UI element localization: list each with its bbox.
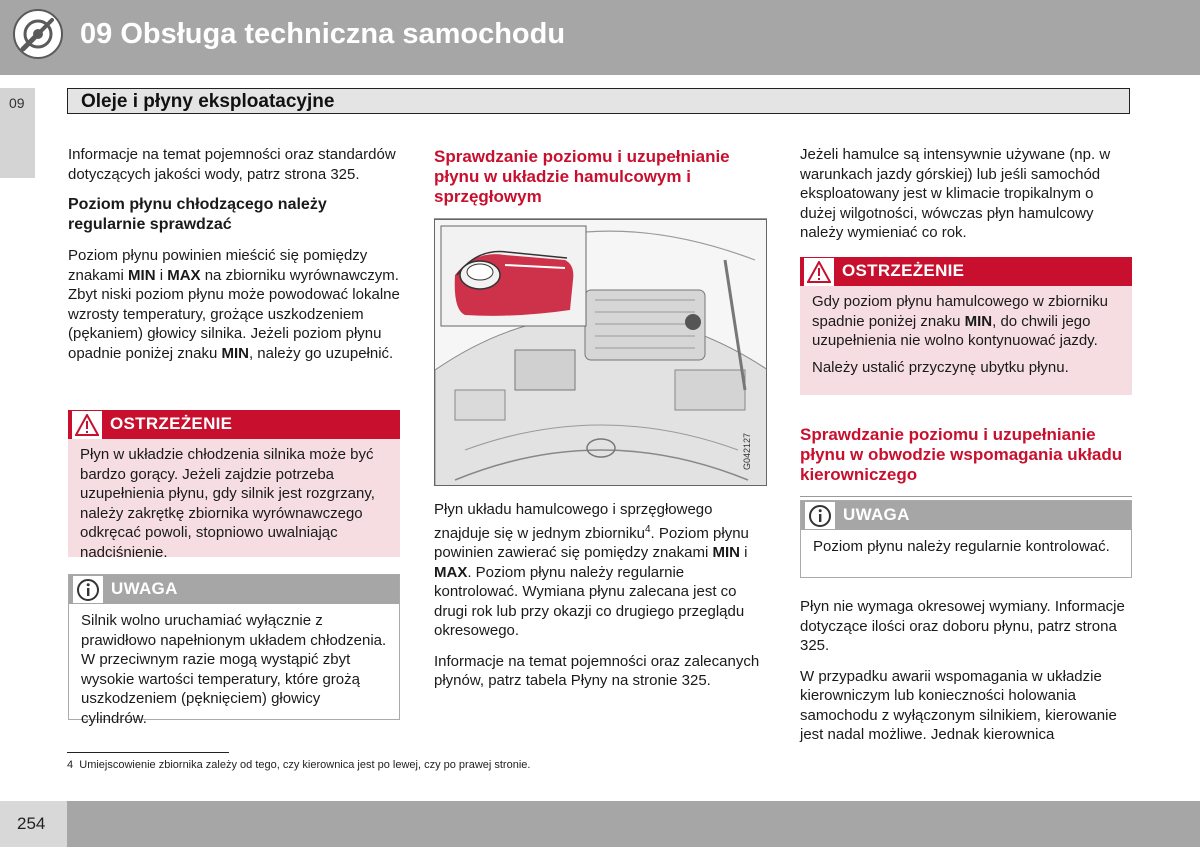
heading-rule (800, 496, 1132, 497)
section-heading-box (67, 88, 1130, 114)
warning-triangle-icon (804, 258, 834, 286)
column-2-body (434, 500, 767, 702)
footnote-text: Umiejscowienie zbiornika zależy od tego, czy kierownica jest po lewej, czy po prawej stronie. (79, 759, 531, 771)
column-1 (68, 145, 400, 374)
side-tab-number: 09 (9, 95, 25, 111)
wrench-gear-icon (13, 9, 63, 59)
power-steering-heading: Sprawdzanie poziomu i uzupełnianie płynu w obwodzie wspomagania układu kierowniczego (800, 425, 1123, 484)
coolant-intro: Informacje na temat pojemności oraz standardów dotyczących jakości wody, patrz strona 325. (68, 146, 396, 183)
coolant-subheading: Poziom płynu chłodzącego należy regularnie sprawdzać (68, 196, 327, 233)
chapter-title: 09 Obsługa techniczna samochodu (80, 18, 566, 50)
footnote-number: 4 (67, 759, 74, 771)
info-icon (73, 576, 103, 603)
page-number: 254 (17, 814, 46, 833)
footnote-divider (67, 752, 229, 753)
coolant-body: Poziom płynu powinien mieścić się pomiędzy znakami MIN i MAX na zbiorniku wyrównawczym. Zbyt niski poziom płynu może powodować lokalne wzrosty temperatury, grożące uszkodzeniem (pękaniem) głowicy silnika. Jeżeli poziom płynu opadnie poniżej znaku MIN, należy go uzupełnić. (68, 247, 400, 362)
steering-note-box (800, 500, 1132, 578)
steering-note-text: Poziom płynu należy regularnie kontrolować. (813, 538, 1110, 555)
warning-triangle-icon (72, 411, 102, 439)
note-label: UWAGA (843, 505, 910, 524)
coolant-note-box (68, 574, 400, 727)
note-label: UWAGA (111, 579, 178, 598)
column-3 (800, 145, 1132, 254)
steering-failure-text: W przypadku awarii wspomagania w układzie kierowniczym lub konieczności holowania samochodu z wyłączonym silnikiem, kierowanie jest nadal możliwe. Jednak kierownica (800, 667, 1117, 743)
steering-fluid-text: Płyn nie wymaga okresowej wymiany. Informacje dotyczące ilości oraz doboru płynu, patrz strona 325. (800, 598, 1125, 654)
engine-bay-illustration (434, 219, 767, 486)
brake-fluid-paragraph: Płyn układu hamulcowego i sprzęgłowego znajduje się w jednym zbiorniku$^4$. Poziom płynu powinien zawierać się pomiędzy znakami MIN i MAX. Poziom płynu należy regularnie kontrolować. Wymiana płynu zalecana jest co drugi rok lub przy okazji co drugiego przeglądu okresowego. (434, 501, 749, 639)
brake-fluid-capacity-ref: Informacje na temat pojemności oraz zalecanych płynów, patrz tabela Płyny na stronie 325. (434, 652, 760, 689)
warning-label: OSTRZEŻENIE (110, 414, 233, 433)
section-title: Oleje i płyny eksploatacyjne (81, 91, 335, 112)
coolant-warning-text: Płyn w układzie chłodzenia silnika może być bardzo gorący. Jeżeli zajdzie potrzeba uzupełnienia płynu, gdy silnik jest rozgrzany, należy zakrętkę zbiornika wyrównawczego odkręcać powoli, stopniowo uwalniając nadciśnienie. (80, 446, 375, 561)
brake-fluid-replace-text: Jeżeli hamulce są intensywnie używane (np. w warunkach jazdy górskiej) lub jeśli samochód eksploatowany jest w klimacie tropikalnym o dużej wilgotności, wówczas płyn hamulcowy należy wymieniać co rok. (800, 146, 1111, 241)
info-icon (805, 502, 835, 529)
column-2 (434, 147, 767, 219)
chapter-side-tab (0, 88, 35, 178)
brake-warning-text-2: Należy ustalić przyczynę ubytku płynu. (812, 358, 1069, 376)
footnote-ref: 4 (644, 523, 651, 535)
footer-bar (0, 801, 1200, 847)
coolant-note-text: Silnik wolno uruchamiać wyłącznie z prawidłowo napełnionym układem chłodzenia. W przeciwnym razie mogą wystąpić zbyt wysokie wartości temperatury, które grożą uszkodzeniem (pęknięciem) głowicy cylindrów. (81, 612, 387, 727)
brake-warning-box (800, 257, 1132, 395)
figure-id: G042127 (742, 432, 752, 470)
footnote (67, 759, 530, 771)
column-3-heading (800, 425, 1132, 497)
column-3-body (800, 597, 1132, 756)
brake-warning-text: Gdy poziom płynu hamulcowego w zbiorniku spadnie poniżej znaku MIN, do chwili jego uzupełnienia nie wolno kontynuować jazdy. (812, 293, 1108, 349)
brake-fluid-heading: Sprawdzanie poziomu i uzupełnianie płynu w układzie hamulcowym i sprzęgłowym (434, 147, 730, 206)
warning-label: OSTRZEŻENIE (842, 261, 965, 280)
coolant-warning-box (68, 410, 400, 561)
